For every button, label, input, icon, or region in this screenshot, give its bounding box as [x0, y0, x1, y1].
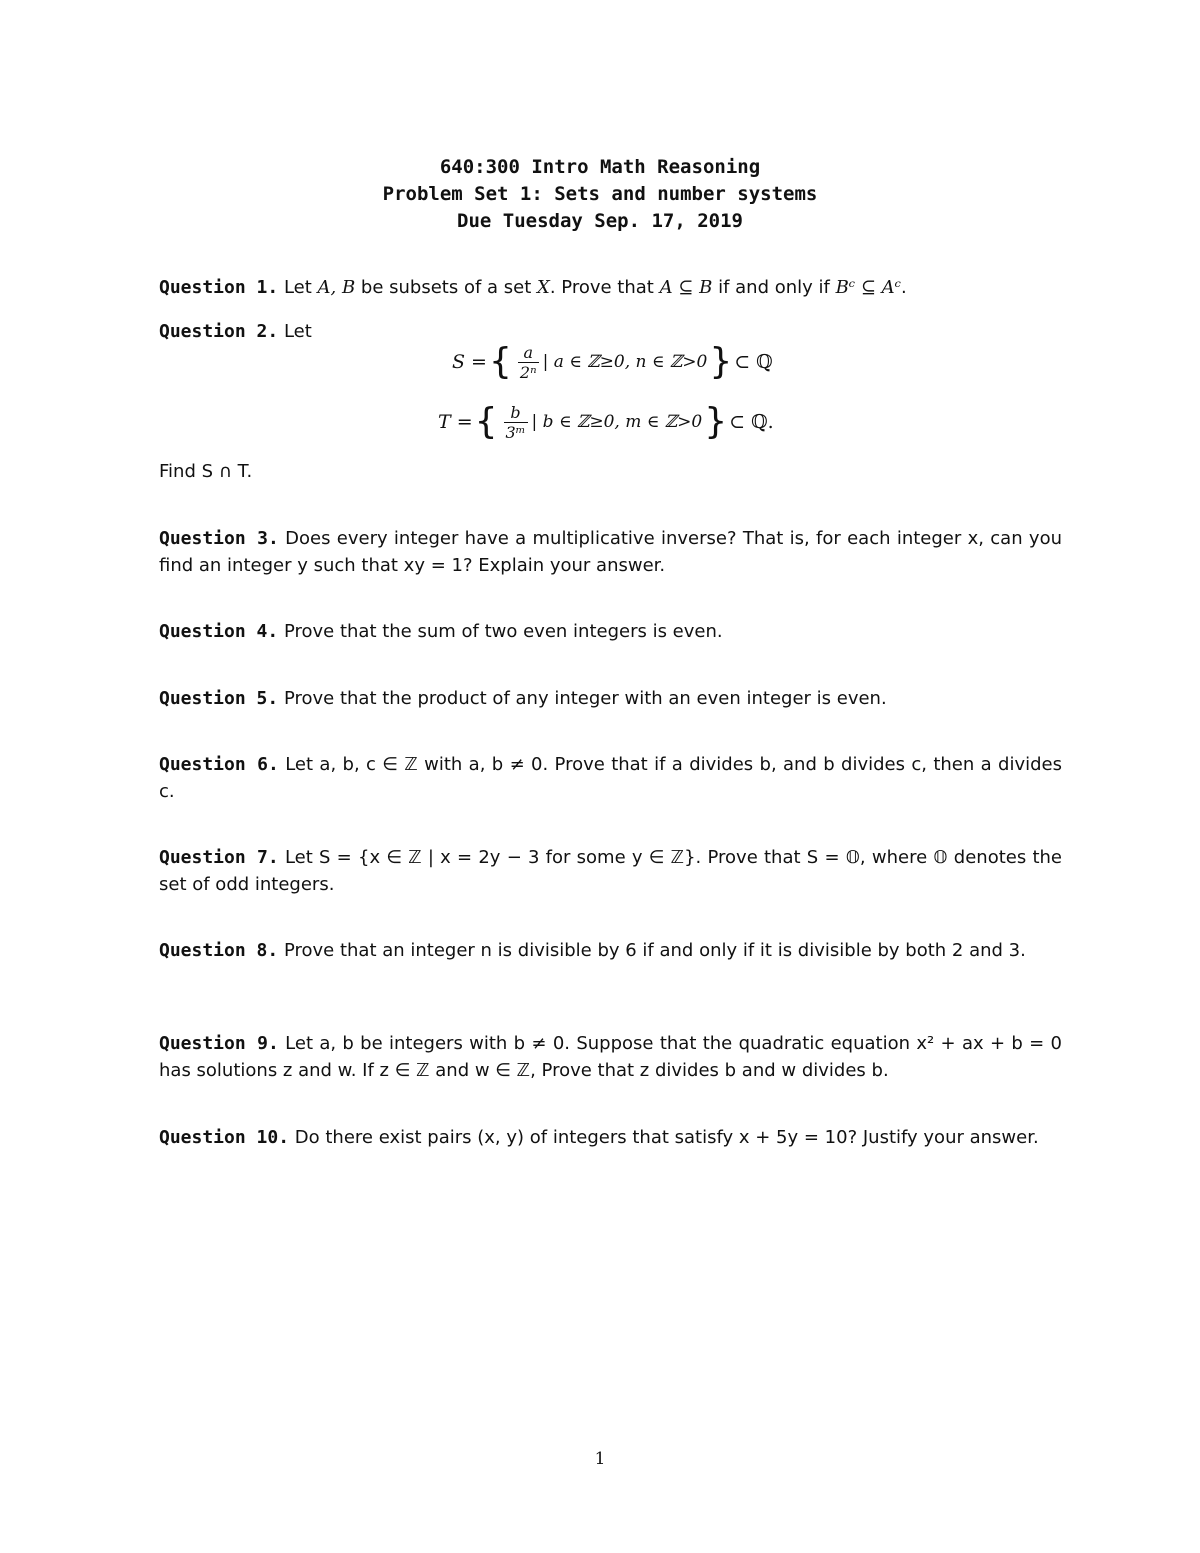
question-label: Question 8. [159, 940, 279, 961]
question-3 [159, 525, 1062, 579]
math-inline: A, B [317, 277, 356, 298]
question-text: Let [278, 277, 318, 298]
question-text: Let S = {x ∈ ℤ | x = 2y − 3 for some y ∈ ℤ}. Prove that S = 𝕆, where 𝕆 denotes the set of odd integers. [159, 847, 1062, 895]
question-text: Let a, b, c ∈ ℤ with a, b ≠ 0. Prove that if a divides b, and b divides c, then a divides c. [159, 754, 1062, 802]
numerator: a [523, 342, 533, 362]
question-text: Prove that the product of any integer with an even integer is even. [278, 688, 887, 709]
right-brace: } [709, 341, 733, 382]
math-inline: A ⊆ B [659, 277, 713, 298]
question-label: Question 4. [159, 621, 279, 642]
math-inline: X [537, 277, 550, 298]
find-instruction: Find S ∩ T. [159, 461, 253, 482]
set-condition: | b ∈ ℤ≥0, m ∈ ℤ>0 [531, 412, 703, 432]
denominator: 2ⁿ [519, 362, 537, 382]
question-label: Question 10. [159, 1127, 290, 1148]
due-date: Due Tuesday Sep. 17, 2019 [457, 210, 743, 232]
question-4 [159, 618, 1062, 645]
problem-set-title: Problem Set 1: Sets and number systems [382, 183, 818, 205]
question-text: Let a, b be integers with b ≠ 0. Suppose that the quadratic equation x² + ax + b = 0 has solutions z and w. If z ∈ ℤ and w ∈ ℤ, Prove that z divides b and w divides b. [159, 1033, 1062, 1081]
question-8 [159, 937, 1062, 964]
question-text: Prove that an integer n is divisible by 6 if and only if it is divisible by both 2 and 3. [278, 940, 1026, 961]
document-header [0, 154, 1200, 235]
question-9 [159, 1030, 1062, 1084]
fraction [518, 343, 539, 382]
question-text: Let [278, 321, 312, 342]
math-lhs: S = [452, 351, 487, 373]
set-relation: ⊂ ℚ [734, 351, 773, 373]
question-text: if and only if [712, 277, 836, 298]
course-title: 640:300 Intro Math Reasoning [439, 156, 761, 178]
left-brace: { [474, 401, 498, 442]
page-number: 1 [594, 1449, 606, 1469]
question-10 [159, 1124, 1062, 1151]
question-label: Question 7. [159, 847, 279, 868]
question-label: Question 6. [159, 754, 279, 775]
question-1 [159, 274, 1062, 301]
question-text: Prove that the sum of two even integers is even. [278, 621, 723, 642]
left-brace: { [488, 341, 512, 382]
set-t-definition [0, 396, 1200, 448]
fraction [504, 403, 528, 442]
question-5 [159, 685, 1062, 712]
set-s-definition [0, 336, 1200, 388]
question-label: Question 9. [159, 1033, 279, 1054]
question-7 [159, 844, 1062, 898]
question-6 [159, 751, 1062, 805]
question-text: Does every integer have a multiplicative inverse? That is, for each integer x, can you find an integer y such that xy = 1? Explain your answer. [159, 528, 1062, 576]
math-inline: Bᶜ ⊆ Aᶜ [835, 277, 902, 298]
denominator: 3ᵐ [505, 422, 526, 442]
question-text: be subsets of a set [355, 277, 538, 298]
math-lhs: T = [438, 411, 473, 433]
question-label: Question 3. [159, 528, 279, 549]
set-relation: ⊂ ℚ. [729, 411, 774, 433]
question-text: . Prove that [549, 277, 660, 298]
question-label: Question 1. [159, 277, 279, 298]
question-label: Question 2. [159, 321, 279, 342]
question-text: . [901, 277, 907, 298]
right-brace: } [704, 401, 728, 442]
numerator: b [510, 402, 521, 422]
set-condition: | a ∈ ℤ≥0, n ∈ ℤ>0 [542, 352, 708, 372]
question-text: Do there exist pairs (x, y) of integers that satisfy x + 5y = 10? Justify your answer. [289, 1127, 1039, 1148]
question-label: Question 5. [159, 688, 279, 709]
